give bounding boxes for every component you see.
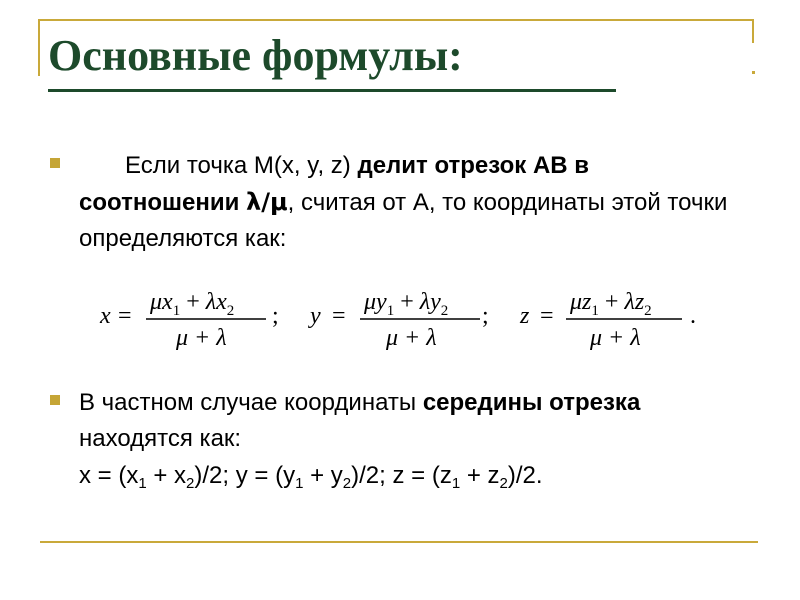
mid-z-plus: + z (460, 462, 500, 489)
formula-y-numerator: $\mu y_1 + \lambda y_2$ (364, 289, 449, 319)
title-underline (48, 89, 616, 92)
bullet-text-1 (79, 148, 739, 257)
bullet1-text-a: Если точка M(x, y, z) (125, 152, 358, 179)
mid-x-plus: + x (146, 462, 187, 489)
frame-dot (752, 71, 755, 74)
bullet2-text-b: находятся как: (79, 425, 242, 452)
formula-block (96, 283, 716, 363)
formula-y-end: ; (482, 303, 489, 329)
mid-z-lead: z = (z (392, 462, 452, 489)
formula-x-var: x (100, 303, 111, 329)
bullet2-text-a: В частном случае координаты (79, 389, 423, 416)
mid-y-lead: y = (y (235, 462, 296, 489)
mid-x-lead: x = (x (79, 462, 139, 489)
slide-title: Основные формулы: (48, 31, 463, 80)
bullet1-text-b: , считая от A, то координаты этой точки определяются как: (79, 189, 728, 252)
bullet1-bold: делит отрезок AB в соотношении (79, 152, 590, 216)
formula-x-denominator: μ + λ (176, 325, 227, 351)
formula-x-eq: = (118, 303, 132, 329)
formula-z-end: . (690, 303, 696, 329)
formula-z (519, 289, 696, 351)
frame-left-line (38, 19, 40, 76)
midpoint-formulas: $x = (x_1 + x_2)/2$; $y = (y_1 + y_2)/2$; $z = (z_1 + z_2)/2$. (79, 462, 543, 492)
bullet-text-2 (79, 385, 739, 457)
mid-z-end: )/2. (507, 462, 543, 489)
formula-z-numerator: $\mu z_1 + \lambda z_2$ (570, 289, 652, 319)
formula-y-var: y (310, 303, 321, 329)
frame-right-line (752, 19, 754, 43)
formula-x-numerator: $\mu x_1 + \lambda x_2$ (150, 289, 235, 319)
bullet-marker-2 (50, 395, 60, 405)
formula-z-denominator: μ + λ (590, 325, 641, 351)
mid-y-plus: + y (303, 462, 343, 489)
formula-y (308, 289, 489, 351)
frame-bottom-line (40, 541, 758, 543)
bullet-marker-1 (50, 158, 60, 168)
bullet2-bold: середины отрезка (422, 389, 641, 416)
formula-z-var: z (520, 303, 530, 329)
mid-y-end: )/2; (351, 462, 393, 489)
mid-x-end: )/2; (194, 462, 236, 489)
frame-top-line (38, 19, 754, 21)
formula-x (99, 289, 279, 351)
formula-y-eq: = (332, 303, 346, 329)
formula-z-eq: = (540, 303, 554, 329)
formula-y-denominator: μ + λ (386, 325, 437, 351)
formula-x-end: ; (272, 303, 279, 329)
ratio-symbol: λ/μ (246, 188, 288, 216)
